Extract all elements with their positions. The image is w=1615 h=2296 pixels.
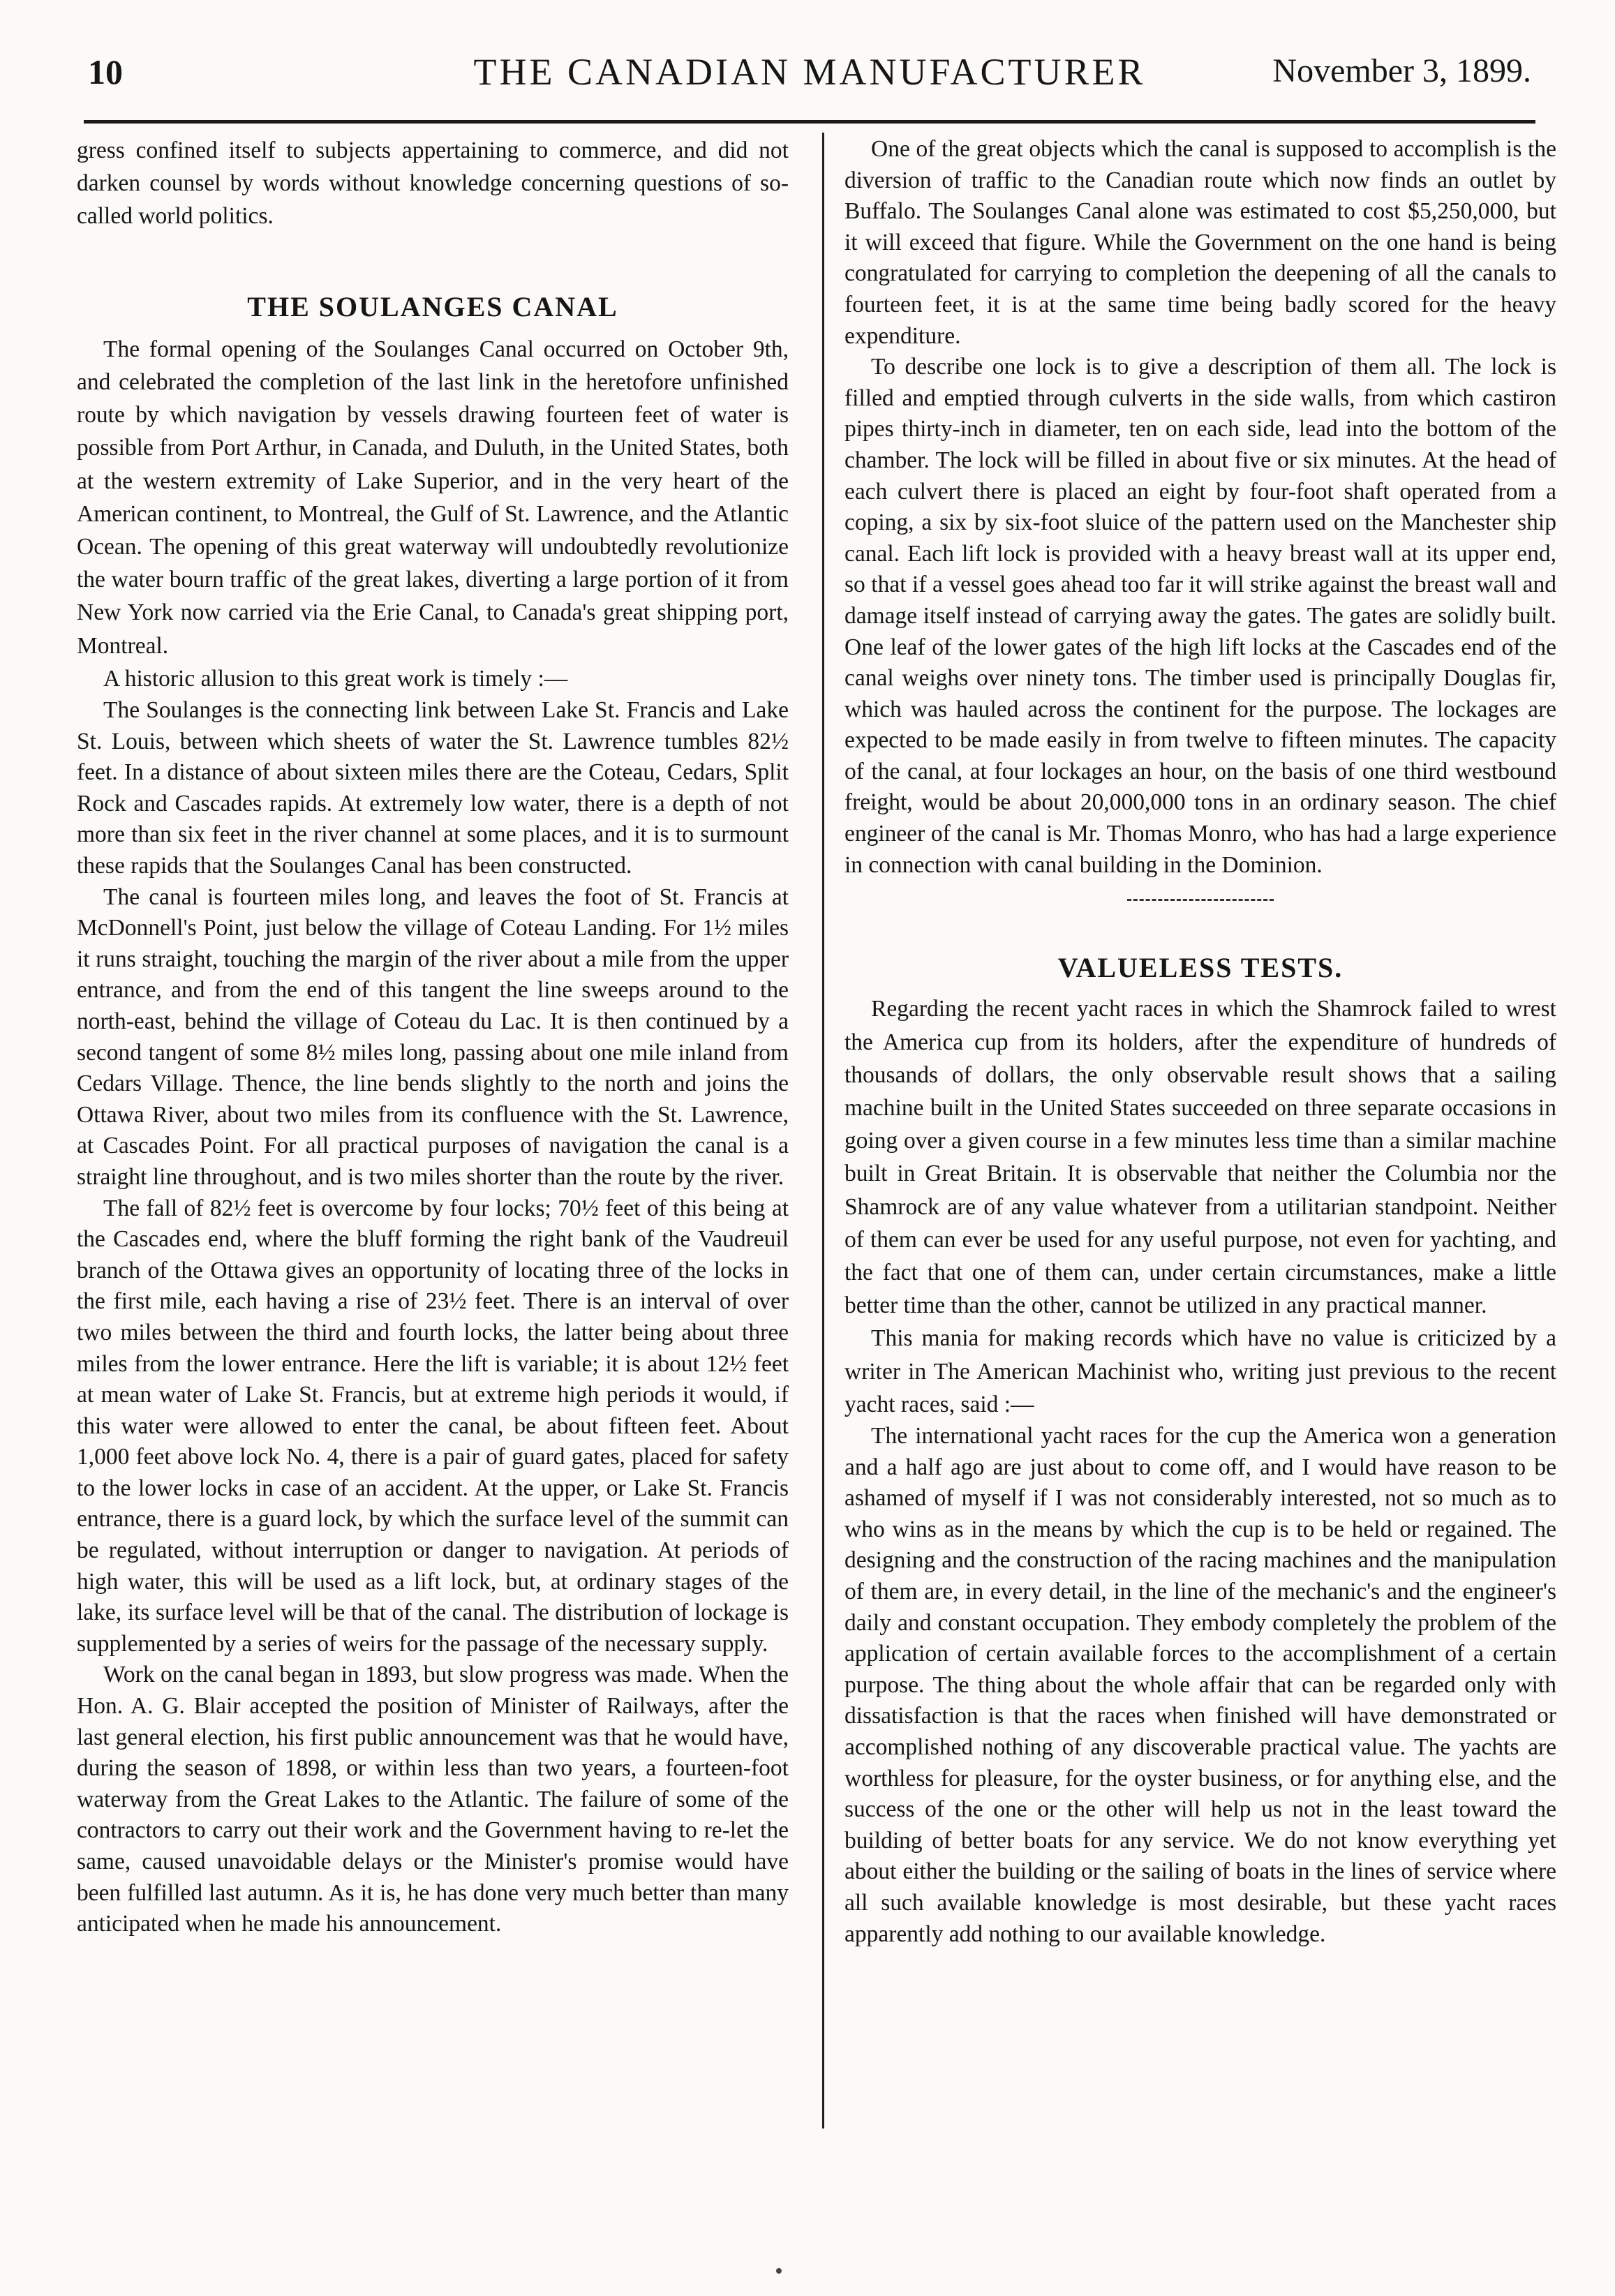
issue-date: November 3, 1899. — [1272, 52, 1531, 89]
page-number: 10 — [88, 52, 123, 91]
column-divider — [822, 133, 824, 2129]
soulanges-paragraph-7: One of the great objects which the canal is supposed to accomplish is the diversion of traffic to the Canadian route which now finds an outlet by Buffalo. The Soulanges Canal alone was estimated to cost $5,250,000, but it will exceed that figure. While the Government on the one hand is being congratulated for carrying to completion the deepening of all the canals to fourteen feet, it is at the same time being badly scored for the heavy expenditure. — [844, 136, 1556, 349]
header-rule — [84, 120, 1535, 124]
soulanges-heading: THE SOULANGES CANAL — [247, 290, 618, 322]
soulanges-paragraph-2: A historic allusion to this great work is timely :— — [103, 665, 568, 692]
continued-paragraph: gress confined itself to subjects appertaining to commerce, and did not darken counsel by words without knowledge concerning questions of so-called world politics. — [77, 137, 789, 230]
valueless-heading: VALUELESS TESTS. — [1057, 952, 1344, 984]
soulanges-paragraph-1: The formal opening of the Soulanges Canal occurred on October 9th, and celebrated the completion of the last link in the heretofore unfinished route by which navigation by vessels drawing fourteen feet of water is possible from Port Arthur, in Canada, and Duluth, in the United States, both at the western extremity of Lake Superior, and in the very heart of the American continent, to Montreal, the Gulf of St. Lawrence, and the Atlantic Ocean. The opening of this great waterway will undoubtedly revolutionize the water bourn traffic of the great lakes, diverting a large portion of it from New York now carried via the Erie Canal, to Canada's great shipping port, Montreal. — [77, 336, 789, 659]
page-header — [84, 47, 1535, 110]
soulanges-paragraph-5: The fall of 82½ feet is overcome by four locks; 70½ feet of this being at the Cascades end, where the bluff forming the right bank of the Vaudreuil branch of the Ottawa gives an opportunity of locating three of the locks in the first mile, each having a rise of 23½ feet. There is an interval of over two miles between the third and fourth locks, the latter being about three miles from the lower entrance. Here the lift is variable; it is about 12½ feet at mean water of Lake St. Francis, but at extreme high periods it would, if this water were allowed to enter the canal, be about fifteen feet. About 1,000 feet above lock No. 4, there is a pair of guard gates, placed for safety to the lower locks in case of an accident. At the upper, or Lake St. Francis entrance, there is a guard lock, by which the surface level of the summit can be regulated, without interruption or danger to navigation. At periods of high water, this will be used as a lift lock, but, at ordinary stages of the lake, its surface level will be that of the canal. The distribution of lockage is supplemented by a series of weirs for the passage of the necessary supply. — [77, 1195, 789, 1657]
valueless-paragraph-2: This mania for making records which have no value is criticized by a writer in The American Machinist who, writing just previous to the recent yacht races, said :— — [844, 1325, 1556, 1417]
right-column — [844, 134, 1556, 2242]
footer-dot — [776, 2268, 782, 2274]
soulanges-paragraph-3: The Soulanges is the connecting link between Lake St. Francis and Lake St. Louis, between which sheets of water the St. Lawrence tumbles 82½ feet. In a distance of about sixteen miles there are the Coteau, Cedars, Split Rock and Cascades rapids. At extremely low water, there is a depth of not more than six feet in the river channel at some places, and it is to surmount these rapids that the Soulanges Canal has been constructed. — [77, 697, 789, 879]
valueless-paragraph-3: The international yacht races for the cup the America won a generation and a half ago are just about to come off, and I would have reason to be ashamed of myself if I was not considerably interested, not so much as to who wins as in the means by which the cup is to be held or regained. The designing and the construction of the racing machines and the manipulation of them are, in every detail, in the line of the mechanic's and the engineer's daily and constant occupation. They embody completely the problem of the application of certain available forces to the accomplishment of a certain purpose. The thing about the whole affair that can be regarded only with dissatisfaction is that the races when finished will have demonstrated or accomplished nothing of any discoverable practical value. The yachts are worthless for pleasure, for the oyster business, or for anything else, and the success of the one or the other will help us not in the least toward the building of better boats for any service. We do not know everything yet about either the building or the sailing of boats in the lines of service where all such available knowledge is most desirable, but these yacht races apparently add nothing to our available knowledge. — [844, 1423, 1556, 1947]
article-separator — [1127, 899, 1274, 901]
left-column — [77, 134, 789, 2242]
publication-title: THE CANADIAN MANUFACTURER — [473, 51, 1146, 93]
soulanges-paragraph-4: The canal is fourteen miles long, and leaves the foot of St. Francis at McDonnell's Point, just below the village of Coteau Landing. For 1½ miles it runs straight, touching the margin of the river about a mile from the upper entrance, and from the end of this tangent the line sweeps around to the north-east, behind the village of Coteau du Lac. It is then continued by a second tangent of some 8½ miles long, passing about one mile inland from Cedars Village. Thence, the line bends slightly to the north and joins the Ottawa River, about two miles from its confluence with the St. Lawrence, at Cascades Point. For all practical purposes of navigation the canal is a straight line throughout, and is two miles shorter than the route by the river. — [77, 884, 789, 1190]
valueless-paragraph-1: Regarding the recent yacht races in which the Shamrock failed to wrest the America cup from its holders, after the expenditure of hundreds of thousands of dollars, the only observable result shows that a sailing machine built in the United States succeeded on three separate occasions in going over a given course in a few minutes less time than a similar machine built in Great Britain. It is observable that neither the Columbia nor the Shamrock are of any value whatever from a utilitarian standpoint. Neither of them can ever be used for any useful purpose, not even for yachting, and the fact that one of them can, under certain circumstances, make a little better time than the other, cannot be utilized in any practical manner. — [844, 996, 1556, 1319]
soulanges-paragraph-8: To describe one lock is to give a description of them all. The lock is filled and emptied through culverts in the side walls, from which castiron pipes thirty-inch in diameter, ten on each side, lead into the bottom of the chamber. The lock will be filled in about five or six minutes. At the head of each culvert there is placed an eight by four-foot shaft operated from a coping, a six by six-foot sluice of the pattern used on the Manchester ship canal. Each lift lock is provided with a heavy breast wall at its upper end, so that if a vessel goes ahead too far it will strike against the breast wall and damage itself instead of carrying away the gates. The gates are solidly built. One leaf of the lower gates of the high lift locks at the Cascades end of the canal weighs over ninety tons. The timber used is principally Douglas fir, which was hauled across the continent for the purpose. The lockages are expected to be made easily in from twelve to fifteen minutes. The capacity of the canal, at four lockages an hour, on the basis of one third westbound freight, would be about 20,000,000 tons in an ordinary season. The chief engineer of the canal is Mr. Thomas Monro, who has had a large experience in connection with canal building in the Dominion. — [844, 354, 1556, 878]
soulanges-paragraph-6: Work on the canal began in 1893, but slow progress was made. When the Hon. A. G. Blair accepted the position of Minister of Railways, after the last general election, his first public announcement was that he would have, during the season of 1898, or within less than two years, a fourteen-foot waterway from the Great Lakes to the Atlantic. The failure of some of the contractors to carry out their work and the Government having to re-let the same, caused unavoidable delays or the Minister's promise would have been fulfilled last autumn. As it is, he has done very much better than many anticipated when he made his announcement. — [77, 1662, 789, 1937]
